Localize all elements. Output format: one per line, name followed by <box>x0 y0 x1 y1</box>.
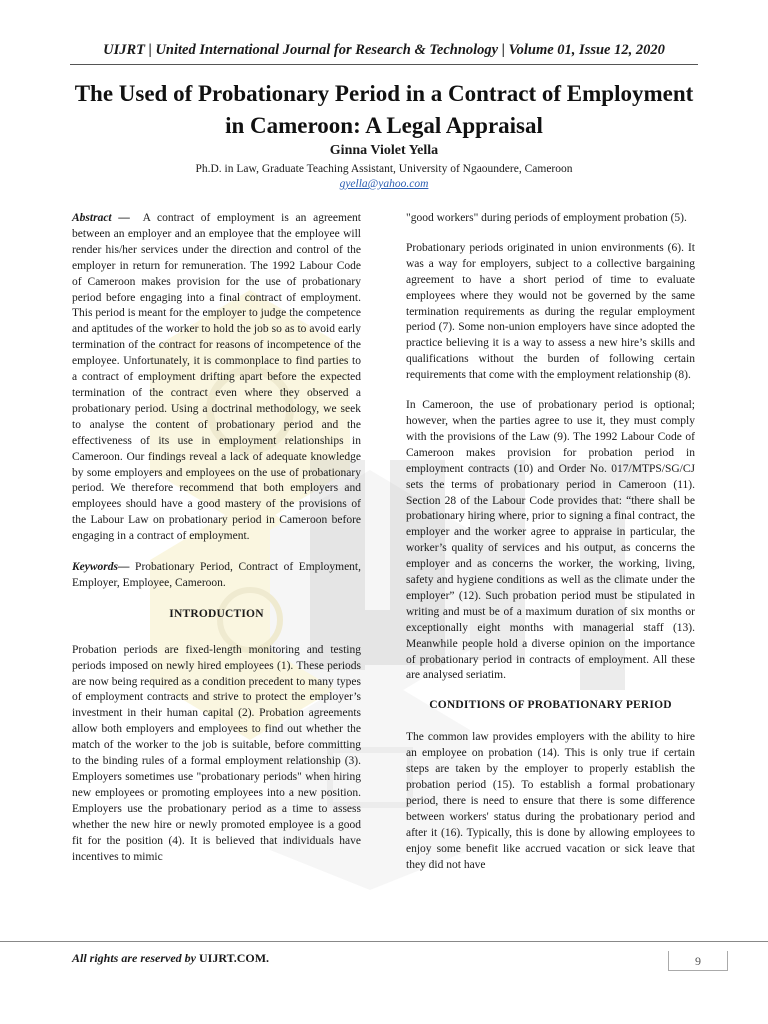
section-heading-introduction: INTRODUCTION <box>169 607 264 620</box>
keywords-text: Probationary Period, Contract of Employment, Employer, Employee, Cameroon. <box>72 561 361 589</box>
footer-site: UIJRT.COM. <box>199 951 270 965</box>
paragraph: Probationary periods originated in union environments (6). It was a way for employers, subject to a collective bargaining agreement to have a short period of time to evaluate employees where they would not be governed by the same termination requirements as during the regular employment period (7). Some non-union employers have since adopted the practice believing it is a way to assess a new hire’s skills and qualifications without the burden of following certain requirements that come with the employment relationship (8). <box>406 241 695 382</box>
paragraph: In Cameroon, the use of probationary period is optional; however, when the parties agree to use it, they must comply with the provisions of the Law (9). The 1992 Labour Code of Cameroon makes provision for probation period in employment contracts (10) and Order No. 017/MTPS/SG/CJ sets the terms of probationary period in Cameroon (11). Section 28 of the Labour Code provides that: “there shall be probationary hiring where, prior to signing a final contract, the employer and the worker agree to appraise in particular, the worker’s quality of services and his output, as concerns the employer and as concerns the worker, the working, living, safety and hygiene conditions as well as the climate under the employer” (12). Such probation period must be stipulated in writing and must be of a maximum duration of six months or exceptionally eight months with managerial staff (13). Meanwhile people hold a diverse opinion on the importance of probationary period in contracts of employment. All these are analysed seriatim. <box>406 399 695 682</box>
abstract <box>72 211 361 545</box>
author-name: Ginna Violet Yella <box>329 143 439 158</box>
paragraph: The common law provides employers with the ability to hire an employee on probation (14). This is only true if certain steps are taken by the employer to properly establish the probation period (15). To establish a formal probationary period, there is need to ensure that there is some difference between workers' status during the probationary period and after it (16). Typically, this is done by allowing employees to enjoy some benefit like accrued vacation or sick leave that they did not have <box>406 731 695 871</box>
footer-rights-label: All rights are reserved by <box>72 951 196 965</box>
section-heading-conditions: CONDITIONS OF PROBATIONARY PERIOD <box>429 699 672 712</box>
abstract-text: A contract of employment is an agreement between an employer and an employee that the employee will render his/her services under the direction and control of the employer in return for remuneration. The 1992 Labour Code of Cameroon makes provision for the use of probationary period before engaging into a final contract of employment. This period is meant for the employer to judge the competence and aptitudes of the worker to hold the job so as to avoid early termination of the contract for reasons of incompetence of the employee. Unfortunately, it is commonplace to find parties to a contract of employment drifting apart before the expected termination of the contract even where they observed a probationary period. Using a doctrinal methodology, we seek to analyse the content of probationary period and the effectiveness of its use in employment relationships in Cameroon. Our findings reveal a lack of adequate knowledge by some employers and employees on the use of probationary period. We therefore recommend that both employers and employees should have a good mastery of the provisions of the Labour Law on probationary period in Cameroon before engaging in a contract of employment. <box>72 212 362 543</box>
footer-divider <box>0 941 768 942</box>
abstract-label: Abstract — <box>72 212 130 224</box>
author-email-link[interactable]: gyella@yahoo.com <box>339 178 429 190</box>
keywords-label: Keywords— <box>72 561 130 574</box>
left-column <box>72 211 361 880</box>
right-column <box>406 211 695 888</box>
page-number: 9 <box>668 951 728 971</box>
paper-title: The Used of Probationary Period in a Contract of Employment in Cameroon: A Legal Appraisal <box>74 81 694 138</box>
keywords <box>72 560 361 592</box>
paragraph: "good workers" during periods of employment probation (5). <box>406 212 687 224</box>
author-affiliation: Ph.D. in Law, Graduate Teaching Assistant, University of Ngaoundere, Cameroon <box>195 163 573 175</box>
journal-header: UIJRT | United International Journal for Research & Technology | Volume 01, Issue 12, 2020 <box>103 42 665 58</box>
footer-rights <box>72 951 269 966</box>
header-divider <box>70 64 698 65</box>
introduction-paragraph: Probation periods are fixed-length monitoring and testing periods imposed on newly hired employees (1). These periods are now being required as a condition precedent to many types of employment contracts and strive to protect the employer’s investment in their human capital (2). Probation agreements allow both employers and employees to find out whether the match of the worker to the job is suitable, before committing to the binding rules of a formal employment relationship (3). Employers sometimes use "probationary periods" when hiring new employees or promoting employees into a new position. Employers use the probationary period as a time to assess whether the new hire or newly promoted employee is a good fit for the position (4). It is believed that individuals have incentives to mimic <box>72 643 361 863</box>
